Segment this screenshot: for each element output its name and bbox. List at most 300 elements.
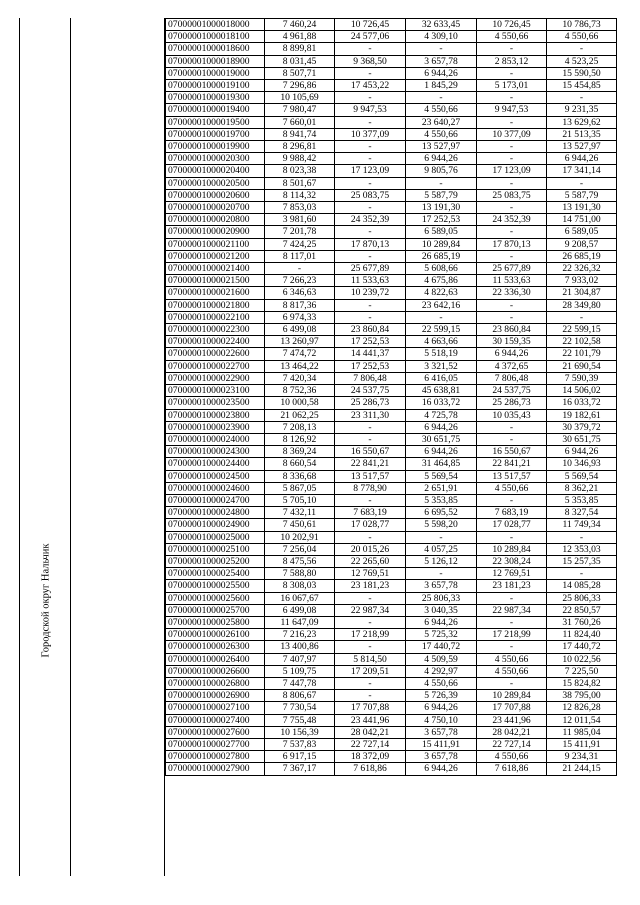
row-code-cell: 07000001000023900	[166, 421, 265, 433]
value-cell: 10 202,91	[265, 531, 335, 543]
value-cell: 6 944,26	[406, 616, 477, 628]
table-row	[166, 311, 617, 323]
value-cell: 28 042,21	[335, 726, 406, 738]
table-row	[166, 714, 617, 726]
row-code-cell: 07000001000026100	[166, 629, 265, 641]
value-cell: 17 453,22	[335, 80, 406, 92]
row-code-cell: 07000001000025800	[166, 616, 265, 628]
value-cell: 25 083,75	[335, 189, 406, 201]
table-row	[166, 446, 617, 458]
table-row	[166, 55, 617, 67]
value-cell: 17 218,99	[335, 629, 406, 641]
region-label-cell	[6, 480, 86, 720]
value-cell: 24 537,75	[335, 385, 406, 397]
table-row	[166, 214, 617, 226]
value-cell: 4 550,66	[477, 31, 547, 43]
value-cell: -	[335, 433, 406, 445]
value-cell: 4 550,66	[477, 653, 547, 665]
value-cell: 8 023,38	[265, 165, 335, 177]
value-cell: -	[477, 592, 547, 604]
value-cell: 25 677,89	[477, 263, 547, 275]
value-cell: 20 015,26	[335, 543, 406, 555]
value-cell: 8 308,03	[265, 580, 335, 592]
value-cell: -	[335, 177, 406, 189]
value-cell: 7 618,86	[335, 763, 406, 775]
value-cell: 7 420,34	[265, 372, 335, 384]
row-code-cell: 07000001000021500	[166, 275, 265, 287]
table-row	[166, 324, 617, 336]
value-cell: 3 981,60	[265, 214, 335, 226]
value-cell: -	[477, 67, 547, 79]
value-cell: 21 513,35	[547, 128, 617, 140]
table-row	[166, 690, 617, 702]
left-border-line	[19, 18, 20, 876]
value-cell: 25 286,73	[335, 397, 406, 409]
value-cell: 31 464,85	[406, 458, 477, 470]
value-cell: 10 726,45	[477, 19, 547, 31]
value-cell: 7 537,83	[265, 738, 335, 750]
value-cell: 11 824,40	[547, 629, 617, 641]
value-cell: 22 265,60	[335, 555, 406, 567]
table-row	[166, 43, 617, 55]
value-cell: 14 506,02	[547, 385, 617, 397]
value-cell: 9 805,76	[406, 165, 477, 177]
value-cell: 13 191,30	[547, 202, 617, 214]
value-cell: 4 550,66	[406, 104, 477, 116]
value-cell: 23 860,84	[477, 324, 547, 336]
table-row	[166, 555, 617, 567]
value-cell: 6 944,26	[477, 348, 547, 360]
row-code-cell: 07000001000021400	[166, 263, 265, 275]
value-cell: 45 638,81	[406, 385, 477, 397]
value-cell: -	[477, 116, 547, 128]
value-cell: 9 231,35	[547, 104, 617, 116]
value-cell: 13 629,62	[547, 116, 617, 128]
table-row	[166, 165, 617, 177]
value-cell: 13 517,57	[477, 470, 547, 482]
table-row	[166, 153, 617, 165]
row-code-cell: 07000001000024400	[166, 458, 265, 470]
value-cell: 7 447,78	[265, 677, 335, 689]
table-row	[166, 104, 617, 116]
table-row	[166, 604, 617, 616]
table-row	[166, 275, 617, 287]
value-cell: 7 933,02	[547, 275, 617, 287]
value-cell: 8 126,92	[265, 433, 335, 445]
value-cell: 9 208,57	[547, 238, 617, 250]
value-cell: 13 260,97	[265, 336, 335, 348]
table-row	[166, 470, 617, 482]
value-cell: -	[477, 494, 547, 506]
value-cell: 15 590,50	[547, 67, 617, 79]
value-cell: 13 527,97	[547, 141, 617, 153]
row-code-cell: 07000001000022600	[166, 348, 265, 360]
row-code-cell: 07000001000021200	[166, 250, 265, 262]
value-cell: 7 588,80	[265, 568, 335, 580]
row-code-cell: 07000001000026800	[166, 677, 265, 689]
row-code-cell: 07000001000018600	[166, 43, 265, 55]
value-cell: 4 372,65	[477, 360, 547, 372]
value-cell: 9 947,53	[477, 104, 547, 116]
value-cell: -	[477, 311, 547, 323]
value-cell: -	[477, 433, 547, 445]
value-cell: 4 550,66	[547, 31, 617, 43]
row-code-cell: 07000001000022700	[166, 360, 265, 372]
value-cell: 38 795,00	[547, 690, 617, 702]
value-cell: 14 751,00	[547, 214, 617, 226]
value-cell: 7 660,01	[265, 116, 335, 128]
value-cell: 10 377,09	[335, 128, 406, 140]
value-cell: -	[335, 226, 406, 238]
value-cell: 16 550,67	[335, 446, 406, 458]
value-cell: 6 944,26	[547, 153, 617, 165]
value-cell: 14 441,37	[335, 348, 406, 360]
value-cell: 7 474,72	[265, 348, 335, 360]
value-cell: -	[477, 141, 547, 153]
value-cell: 17 252,53	[335, 336, 406, 348]
value-cell: 22 727,14	[477, 738, 547, 750]
value-cell: 4 550,66	[406, 128, 477, 140]
row-code-cell: 07000001000020400	[166, 165, 265, 177]
value-cell: -	[406, 568, 477, 580]
row-code-cell: 07000001000024300	[166, 446, 265, 458]
table-row	[166, 19, 617, 31]
row-code-cell: 07000001000026900	[166, 690, 265, 702]
value-cell: 7 407,97	[265, 653, 335, 665]
value-cell: 24 537,75	[477, 385, 547, 397]
value-cell: 3 657,78	[406, 580, 477, 592]
data-table	[165, 18, 617, 776]
value-cell: 4 523,25	[547, 55, 617, 67]
value-cell: 17 707,88	[477, 702, 547, 714]
value-cell: 10 022,56	[547, 653, 617, 665]
table-row	[166, 592, 617, 604]
value-cell: 10 377,09	[477, 128, 547, 140]
value-cell: 6 917,15	[265, 751, 335, 763]
value-cell: 3 657,78	[406, 55, 477, 67]
value-cell: 6 974,33	[265, 311, 335, 323]
row-code-cell: 07000001000025500	[166, 580, 265, 592]
value-cell: 13 191,30	[406, 202, 477, 214]
row-code-cell: 07000001000024700	[166, 494, 265, 506]
value-cell: 5 814,50	[335, 653, 406, 665]
value-cell: 7 730,54	[265, 702, 335, 714]
table-row	[166, 385, 617, 397]
value-cell: 5 587,79	[547, 189, 617, 201]
row-code-cell: 07000001000018100	[166, 31, 265, 43]
table-row	[166, 616, 617, 628]
value-cell: 5 725,32	[406, 629, 477, 641]
table-row	[166, 360, 617, 372]
value-cell: 8 778,90	[335, 482, 406, 494]
row-code-cell: 07000001000024000	[166, 433, 265, 445]
value-cell: 7 618,86	[477, 763, 547, 775]
value-cell: -	[335, 153, 406, 165]
value-cell: 7 225,50	[547, 665, 617, 677]
value-cell: 16 550,67	[477, 446, 547, 458]
value-cell: 4 822,63	[406, 287, 477, 299]
value-cell: 5 173,01	[477, 80, 547, 92]
value-cell: 6 499,08	[265, 324, 335, 336]
value-cell: 5 608,66	[406, 263, 477, 275]
value-cell: 7 424,25	[265, 238, 335, 250]
value-cell: 6 944,26	[406, 153, 477, 165]
table-row	[166, 177, 617, 189]
value-cell: 5 867,05	[265, 482, 335, 494]
value-cell: 4 961,88	[265, 31, 335, 43]
table-row	[166, 409, 617, 421]
table-row	[166, 421, 617, 433]
value-cell: 7 256,04	[265, 543, 335, 555]
value-cell: -	[477, 153, 547, 165]
value-cell: 8 362,21	[547, 482, 617, 494]
value-cell: 7 450,61	[265, 519, 335, 531]
table-row	[166, 67, 617, 79]
value-cell: -	[547, 531, 617, 543]
value-cell: 10 786,73	[547, 19, 617, 31]
value-cell: 4 725,78	[406, 409, 477, 421]
value-cell: 5 587,79	[406, 189, 477, 201]
value-cell: 8 806,67	[265, 690, 335, 702]
row-code-cell: 07000001000021100	[166, 238, 265, 250]
value-cell: 11 533,63	[477, 275, 547, 287]
value-cell: 4 550,66	[406, 677, 477, 689]
table-row	[166, 482, 617, 494]
table-row	[166, 665, 617, 677]
table-row	[166, 738, 617, 750]
value-cell: 7 590,39	[547, 372, 617, 384]
value-cell: -	[335, 677, 406, 689]
table-row	[166, 238, 617, 250]
value-cell: 15 454,85	[547, 80, 617, 92]
row-code-cell: 07000001000027400	[166, 714, 265, 726]
value-cell: 22 599,15	[406, 324, 477, 336]
value-cell: -	[406, 92, 477, 104]
table-row	[166, 519, 617, 531]
value-cell: 23 181,23	[335, 580, 406, 592]
value-cell: -	[477, 250, 547, 262]
value-cell: 22 308,24	[477, 555, 547, 567]
value-cell: -	[477, 202, 547, 214]
row-code-cell: 07000001000022100	[166, 311, 265, 323]
table-row	[166, 458, 617, 470]
value-cell: 7 853,03	[265, 202, 335, 214]
row-code-cell: 07000001000027600	[166, 726, 265, 738]
row-code-cell: 07000001000019700	[166, 128, 265, 140]
value-cell: 10 289,84	[477, 543, 547, 555]
table-row	[166, 568, 617, 580]
row-code-cell: 07000001000020900	[166, 226, 265, 238]
value-cell: 23 441,96	[477, 714, 547, 726]
row-code-cell: 07000001000026300	[166, 641, 265, 653]
value-cell: 22 841,21	[477, 458, 547, 470]
table-row	[166, 543, 617, 555]
value-cell: 8 899,81	[265, 43, 335, 55]
value-cell: 5 109,75	[265, 665, 335, 677]
value-cell: 13 527,97	[406, 141, 477, 153]
value-cell: 7 367,17	[265, 763, 335, 775]
table-row	[166, 763, 617, 775]
value-cell: 8 660,54	[265, 458, 335, 470]
value-cell: -	[335, 531, 406, 543]
table-row	[166, 372, 617, 384]
row-code-cell: 07000001000019400	[166, 104, 265, 116]
value-cell: -	[477, 641, 547, 653]
value-cell: 17 707,88	[335, 702, 406, 714]
value-cell: 17 028,77	[335, 519, 406, 531]
value-cell: 5 726,39	[406, 690, 477, 702]
value-cell: -	[335, 116, 406, 128]
value-cell: 4 550,66	[477, 482, 547, 494]
value-cell: 10 239,72	[335, 287, 406, 299]
table-row	[166, 141, 617, 153]
value-cell: 6 499,08	[265, 604, 335, 616]
row-code-cell: 07000001000022400	[166, 336, 265, 348]
value-cell: -	[335, 202, 406, 214]
value-cell: 7 980,47	[265, 104, 335, 116]
value-cell: 7 683,19	[477, 507, 547, 519]
value-cell: 4 750,10	[406, 714, 477, 726]
value-cell: 6 695,52	[406, 507, 477, 519]
value-cell: 21 244,15	[547, 763, 617, 775]
value-cell: 30 159,35	[477, 336, 547, 348]
value-cell: 9 368,50	[335, 55, 406, 67]
value-cell: 10 035,43	[477, 409, 547, 421]
value-cell: 12 769,51	[335, 568, 406, 580]
value-cell: 5 598,20	[406, 519, 477, 531]
value-cell: 6 589,05	[547, 226, 617, 238]
value-cell: -	[477, 299, 547, 311]
table-row	[166, 128, 617, 140]
value-cell: 6 944,26	[406, 446, 477, 458]
table-row	[166, 580, 617, 592]
value-cell: 6 944,26	[406, 702, 477, 714]
value-cell: 8 475,56	[265, 555, 335, 567]
table-row	[166, 299, 617, 311]
value-cell: 8 507,71	[265, 67, 335, 79]
value-cell: 3 321,52	[406, 360, 477, 372]
row-code-cell: 07000001000027100	[166, 702, 265, 714]
value-cell: 6 589,05	[406, 226, 477, 238]
value-cell: -	[547, 92, 617, 104]
table-row	[166, 189, 617, 201]
table-row	[166, 726, 617, 738]
value-cell: 12 353,03	[547, 543, 617, 555]
value-cell: -	[547, 568, 617, 580]
value-cell: 17 440,72	[406, 641, 477, 653]
value-cell: -	[477, 43, 547, 55]
value-cell: 15 411,91	[547, 738, 617, 750]
table-row	[166, 226, 617, 238]
value-cell: 17 341,14	[547, 165, 617, 177]
table-body	[166, 19, 617, 776]
value-cell: 22 599,15	[547, 324, 617, 336]
table-row	[166, 507, 617, 519]
table-row	[166, 287, 617, 299]
value-cell: 10 726,45	[335, 19, 406, 31]
value-cell: -	[335, 641, 406, 653]
value-cell: 7 755,48	[265, 714, 335, 726]
value-cell: 24 577,06	[335, 31, 406, 43]
value-cell: 7 266,23	[265, 275, 335, 287]
value-cell: -	[406, 43, 477, 55]
value-cell: -	[547, 43, 617, 55]
value-cell: 23 181,23	[477, 580, 547, 592]
value-cell: 11 985,04	[547, 726, 617, 738]
row-code-cell: 07000001000021600	[166, 287, 265, 299]
value-cell: 21 690,54	[547, 360, 617, 372]
value-cell: 8 501,67	[265, 177, 335, 189]
table-row	[166, 397, 617, 409]
value-cell: -	[335, 421, 406, 433]
value-cell: 17 028,77	[477, 519, 547, 531]
value-cell: 22 850,57	[547, 604, 617, 616]
row-code-cell: 07000001000024500	[166, 470, 265, 482]
row-code-cell: 07000001000019300	[166, 92, 265, 104]
row-code-cell: 07000001000024600	[166, 482, 265, 494]
value-cell: 3 657,78	[406, 726, 477, 738]
value-cell: 15 411,91	[406, 738, 477, 750]
value-cell: 17 870,13	[335, 238, 406, 250]
table-row	[166, 336, 617, 348]
value-cell: 12 011,54	[547, 714, 617, 726]
value-cell: 30 379,72	[547, 421, 617, 433]
value-cell: 8 369,24	[265, 446, 335, 458]
value-cell: 13 400,86	[265, 641, 335, 653]
value-cell: 24 352,39	[477, 214, 547, 226]
row-code-cell: 07000001000019000	[166, 67, 265, 79]
value-cell: 14 085,28	[547, 580, 617, 592]
value-cell: 5 705,10	[265, 494, 335, 506]
value-cell: 11 647,09	[265, 616, 335, 628]
row-code-cell: 07000001000022300	[166, 324, 265, 336]
value-cell: -	[477, 616, 547, 628]
row-code-cell: 07000001000019900	[166, 141, 265, 153]
value-cell: 22 727,14	[335, 738, 406, 750]
value-cell: 7 216,23	[265, 629, 335, 641]
value-cell: 4 663,66	[406, 336, 477, 348]
row-code-cell: 07000001000018900	[166, 55, 265, 67]
value-cell: 23 860,84	[335, 324, 406, 336]
value-cell: 19 182,61	[547, 409, 617, 421]
value-cell: -	[477, 226, 547, 238]
value-cell: -	[335, 92, 406, 104]
value-cell: 25 806,33	[406, 592, 477, 604]
value-cell: 7 683,19	[335, 507, 406, 519]
value-cell: 21 062,25	[265, 409, 335, 421]
value-cell: 10 346,93	[547, 458, 617, 470]
value-cell: 8 296,81	[265, 141, 335, 153]
value-cell: 13 517,57	[335, 470, 406, 482]
value-cell: 8 031,45	[265, 55, 335, 67]
value-cell: 4 550,66	[477, 751, 547, 763]
value-cell: -	[406, 531, 477, 543]
value-cell: -	[335, 250, 406, 262]
value-cell: -	[477, 421, 547, 433]
value-cell: 17 123,09	[477, 165, 547, 177]
value-cell: 22 841,21	[335, 458, 406, 470]
table-row	[166, 494, 617, 506]
value-cell: 16 033,72	[406, 397, 477, 409]
row-code-cell: 07000001000023500	[166, 397, 265, 409]
value-cell: 8 817,36	[265, 299, 335, 311]
value-cell: 5 518,19	[406, 348, 477, 360]
value-cell: 8 941,74	[265, 128, 335, 140]
value-cell: -	[335, 592, 406, 604]
table-row	[166, 116, 617, 128]
table-row	[166, 653, 617, 665]
value-cell: 4 292,97	[406, 665, 477, 677]
